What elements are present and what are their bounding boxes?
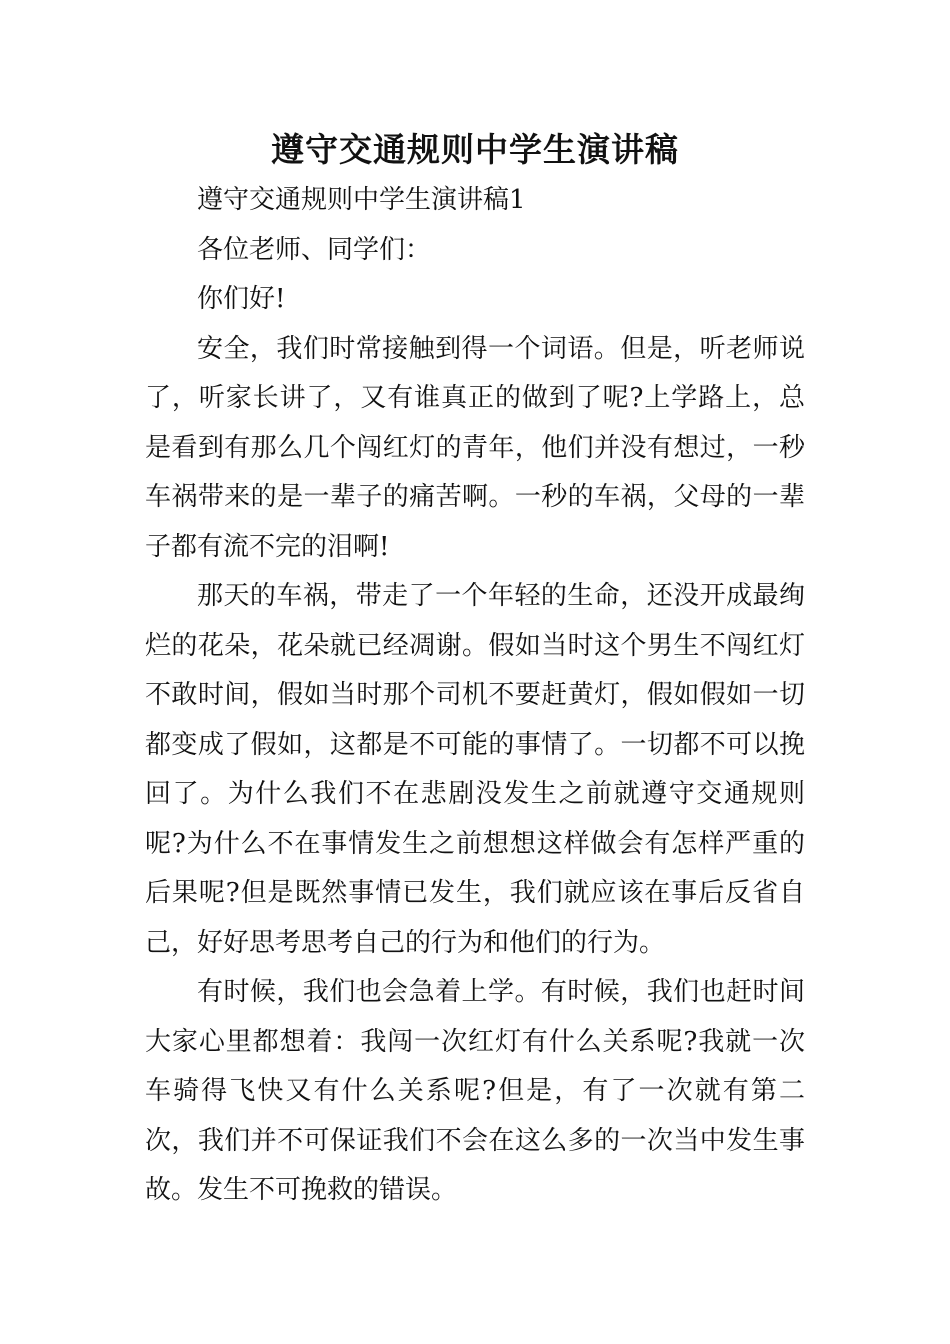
salutation-paragraph: 各位老师、同学们：	[197, 234, 432, 265]
body-paragraph: 有时候，我们也会急着上学。有时候，我们也赶时间大家心里都想着：我闯一次红灯有什么关系呢?我就一次车骑得飞快又有什么关系呢?但是，有了一次就有第二次，我们并不可保证我们不会在这么多的一次当中发生事故。发生不可挽救的错误。	[145, 977, 805, 1205]
greeting-paragraph: 你们好!	[197, 284, 286, 314]
body-paragraph: 那天的车祸，带走了一个年轻的生命，还没开成最绚烂的花朵，花朵就已经凋谢。假如当时这个男生不闯红灯不敢时间，假如当时那个司机不要赶黄灯，假如假如一切都变成了假如，这都是不可能的事情了。一切都不可以挽回了。为什么我们不在悲剧没发生之前就遵守交通规则呢?为什么不在事情发生之前想想这样做会有怎样严重的后果呢?但是既然事情已发生，我们就应该在事后反省自己，好好思考思考自己的行为和他们的行为。	[145, 581, 805, 958]
document-title: 遵守交通规则中学生演讲稿	[271, 130, 679, 169]
body-paragraph: 安全，我们时常接触到得一个词语。但是，听老师说了，听家长讲了，又有谁真正的做到了呢?上学路上，总是看到有那么几个闯红灯的青年，他们并没有想过，一秒车祸带来的是一辈子的痛苦啊。一秒的车祸，父母的一辈子都有流不完的泪啊!	[145, 333, 805, 562]
subtitle-paragraph: 遵守交通规则中学生演讲稿1	[197, 185, 526, 215]
document-body	[145, 176, 805, 1216]
